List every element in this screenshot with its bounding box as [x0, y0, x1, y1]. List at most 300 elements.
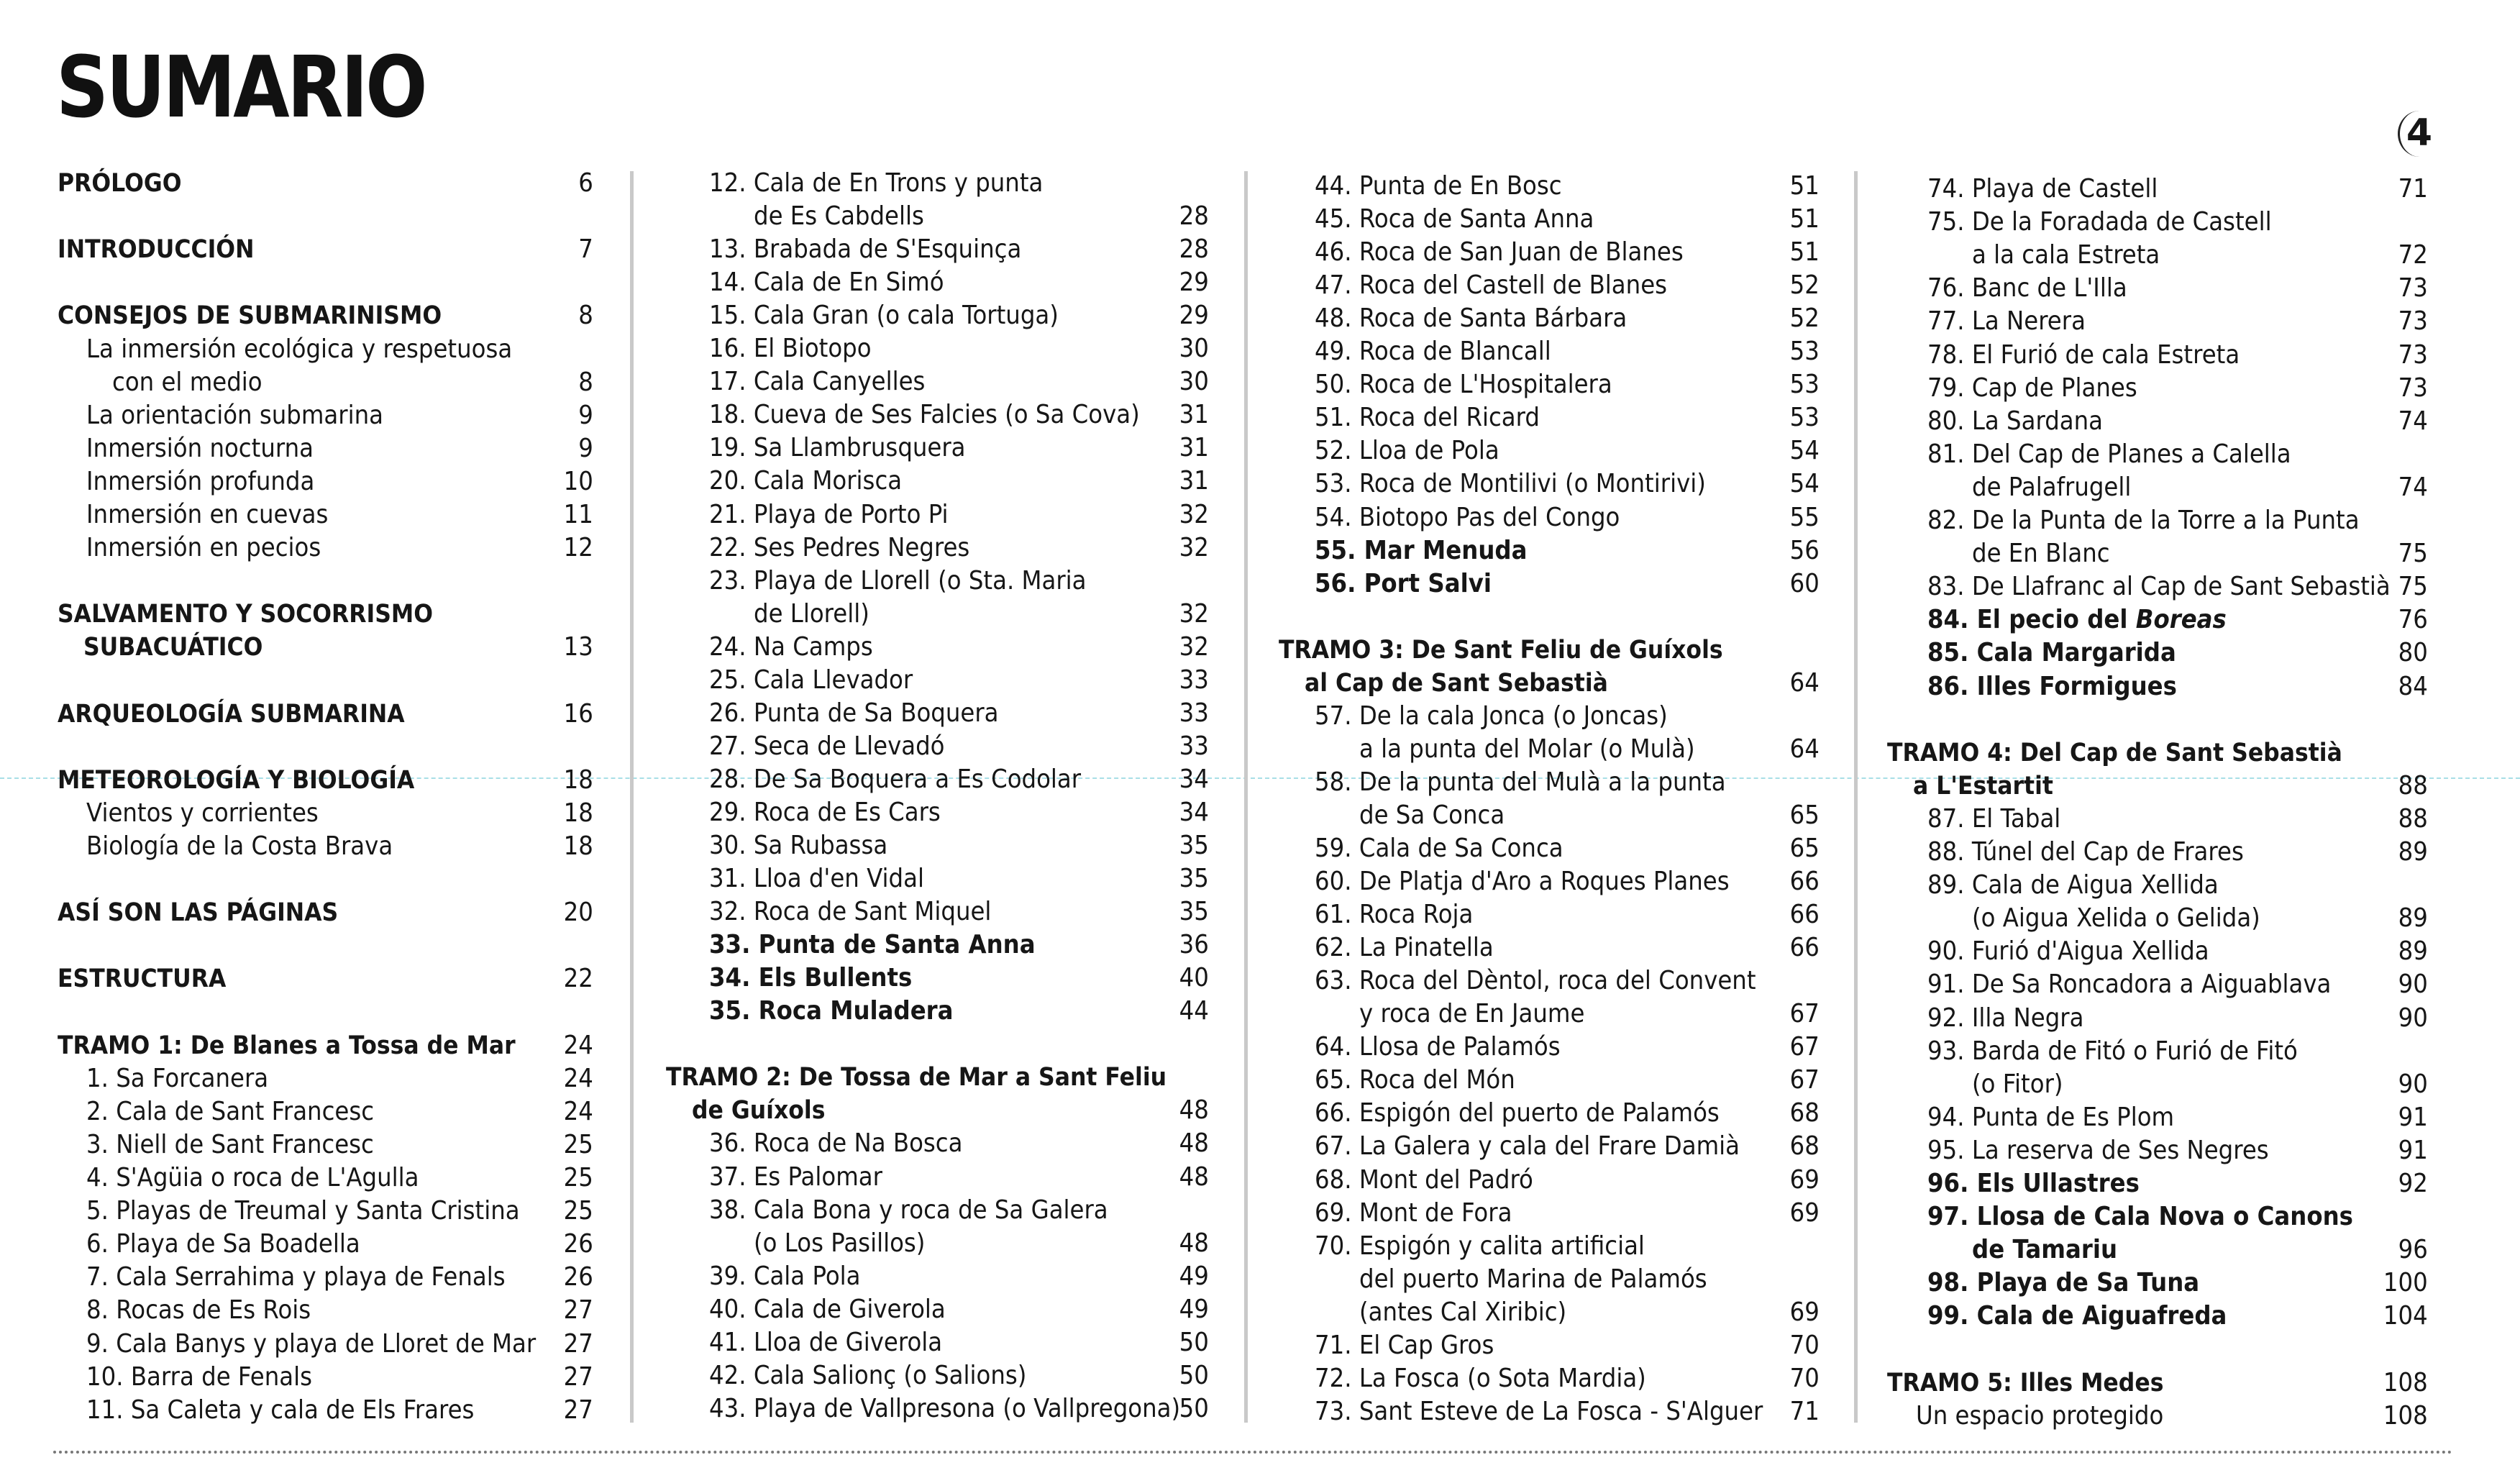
toc-entry: [1887, 537, 2428, 570]
toc-entry: [666, 862, 1209, 895]
toc-entry-title: Un espacio protegido: [1916, 1400, 2164, 1431]
toc-entry-title: 83. De Llafranc al Cap de Sant Sebastià: [1927, 572, 2391, 602]
toc-page-number: 71: [1789, 1396, 1820, 1426]
toc-page-number: 53: [1789, 370, 1820, 400]
toc-entry-title: 9. Cala Banys y playa de Lloret de Mar: [86, 1328, 537, 1359]
toc-entry: [1887, 1400, 2428, 1433]
toc-entry: [1887, 1068, 2428, 1101]
toc-page-number: 18: [563, 798, 593, 828]
toc-entry-title: METEOROLOGÍA Y BIOLOGÍA: [58, 765, 415, 795]
toc-entry-title: 71. El Cap Gros: [1315, 1330, 1494, 1360]
toc-entry: [1887, 935, 2428, 968]
toc-entry-title: 47. Roca del Castell de Blanes: [1315, 270, 1668, 301]
toc-entry-title: SUBACUÁTICO: [83, 633, 263, 662]
toc-entry-title: 38. Cala Bona y roca de Sa Galera: [709, 1195, 1108, 1225]
toc-entry-title: Inmersión nocturna: [86, 433, 314, 463]
toc-entry: [1887, 405, 2428, 438]
toc-entry: [1279, 236, 1820, 269]
toc-page-number: 53: [1789, 403, 1820, 433]
toc-entry-title: de Tamariu: [1972, 1235, 2118, 1265]
toc-page-number: 48: [1179, 1162, 1209, 1192]
toc-entry-title: de En Blanc: [1972, 539, 2110, 569]
toc-entry: [666, 432, 1209, 465]
toc-page-number: 50: [1179, 1360, 1209, 1390]
toc-page-number: 84: [2398, 671, 2428, 701]
toc-entry-title: 70. Espigón y calita artificial: [1315, 1231, 1645, 1261]
toc-entry-title: (o Los Pasillos): [754, 1228, 926, 1258]
toc-page-number: 67: [1789, 1032, 1820, 1062]
toc-page-number: 56: [1789, 535, 1820, 565]
toc-entry: [58, 1394, 593, 1427]
toc-entry: [1887, 1101, 2428, 1134]
toc-entry-title: 4. S'Agüia o roca de L'Agulla: [86, 1163, 419, 1192]
toc-entry-title: 37. Es Palomar: [709, 1162, 882, 1192]
toc-page-number: 73: [2398, 273, 2428, 304]
toc-page-number: 33: [1179, 665, 1209, 695]
toc-page-number: 52: [1789, 304, 1820, 334]
toc-entry-title: 11. Sa Caleta y cala de Els Frares: [86, 1395, 475, 1425]
toc-entry-title: 97. Llosa de Cala Nova o Canons: [1927, 1202, 2353, 1232]
toc-section: [1279, 667, 1820, 700]
toc-entry-title: 34. Els Bullents: [709, 963, 913, 993]
toc-entry: [666, 1392, 1209, 1425]
toc-entry: [58, 1361, 593, 1394]
toc-entry-title: 57. De la cala Jonca (o Joncas): [1315, 701, 1668, 731]
toc-entry-title: 42. Cala Salionç (o Salions): [709, 1360, 1027, 1390]
toc-entry-title: del puerto Marina de Palamós: [1359, 1264, 1707, 1294]
toc-page-number: 30: [1179, 367, 1209, 397]
toc-page-number: 76: [2398, 605, 2428, 635]
toc-entry: [58, 333, 593, 366]
toc-entry: [58, 1128, 593, 1162]
toc-page-number: 55: [1789, 502, 1820, 532]
toc-entry-title: CONSEJOS DE SUBMARINISMO: [58, 301, 442, 331]
toc-entry: [1887, 1035, 2428, 1068]
toc-entry: [1887, 504, 2428, 537]
toc-entry-title: Inmersión profunda: [86, 466, 315, 496]
toc-section: [1279, 634, 1820, 667]
toc-page-number: 88: [2398, 770, 2428, 800]
toc-page-number: 25: [563, 1196, 593, 1226]
toc-page-number: 73: [2398, 306, 2428, 337]
toc-entry-title: 69. Mont de Fora: [1315, 1198, 1512, 1228]
toc-entry-title: de Sa Conca: [1359, 800, 1505, 830]
toc-page-number: 28: [1179, 234, 1209, 265]
toc-entry: [666, 962, 1209, 995]
toc-entry: [666, 1127, 1209, 1160]
toc-page-number: 32: [1179, 598, 1209, 629]
toc-entry-title: 65. Roca del Món: [1315, 1065, 1515, 1095]
toc-page-number: 9: [578, 400, 593, 430]
toc-entry: [1887, 869, 2428, 902]
toc-page-number: 74: [2398, 406, 2428, 436]
toc-entry-title: 48. Roca de Santa Bárbara: [1315, 304, 1628, 334]
toc-entry-title: 53. Roca de Montilivi (o Montirivi): [1315, 469, 1706, 499]
toc-page-number: 90: [2398, 1069, 2428, 1099]
toc-entry: [666, 796, 1209, 829]
toc-section: [666, 1094, 1209, 1127]
toc-entry-title: 35. Roca Muladera: [709, 996, 954, 1026]
toc-entry-title: 29. Roca de Es Cars: [709, 797, 941, 827]
toc-entry-title: Biología de la Costa Brava: [86, 831, 393, 861]
toc-entry: [1279, 269, 1820, 302]
toc-page-number: 32: [1179, 532, 1209, 562]
toc-entry: [1279, 1362, 1820, 1395]
toc-entry: [666, 697, 1209, 730]
toc-entry: [666, 200, 1209, 233]
toc-entry-title: 96. Els Ullastres: [1927, 1169, 2140, 1198]
toc-entry: [1279, 1296, 1820, 1329]
toc-page-number: 72: [2398, 240, 2428, 270]
toc-entry: [1887, 1267, 2428, 1300]
toc-entry: [1279, 302, 1820, 335]
toc-entry-title: ESTRUCTURA: [58, 964, 227, 994]
toc-page-number: 48: [1179, 1228, 1209, 1258]
toc-entry-title: 58. De la punta del Mulà a la punta: [1315, 767, 1726, 797]
toc-entry-title: 55. Mar Menuda: [1315, 535, 1528, 565]
toc-entry-title: a la punta del Molar (o Mulà): [1359, 734, 1695, 764]
toc-entry: [666, 167, 1209, 200]
page-number: 4: [2398, 108, 2441, 158]
toc-entry-title: 80. La Sardana: [1927, 406, 2104, 436]
toc-page-number: 27: [563, 1395, 593, 1425]
toc-entry-title: TRAMO 2: De Tossa de Mar a Sant Feliu: [666, 1063, 1167, 1092]
toc-page-number: 53: [1789, 337, 1820, 367]
spacer: [1887, 1333, 2428, 1367]
toc-page-number: 71: [2398, 174, 2428, 204]
toc-entry-title: 56. Port Salvi: [1315, 568, 1492, 598]
toc-entry: [1279, 832, 1820, 865]
toc-entry-title: 46. Roca de San Juan de Blanes: [1315, 237, 1684, 268]
toc-entry: [1279, 700, 1820, 733]
toc-entry-title: 64. Llosa de Palamós: [1315, 1032, 1561, 1062]
toc-page-number: 70: [1789, 1330, 1820, 1360]
footer-dotted-rule: [53, 1451, 2454, 1454]
toc-entry-title: 66. Espigón del puerto de Palamós: [1315, 1098, 1720, 1128]
toc-page-number: 49: [1179, 1294, 1209, 1324]
toc-entry-title: Inmersión en cuevas: [86, 500, 329, 529]
toc-entry: [1279, 1263, 1820, 1296]
toc-entry-title: La orientación submarina: [86, 400, 383, 430]
toc-entry: [1279, 368, 1820, 401]
toc-entry-title: 25. Cala Llevador: [709, 665, 913, 695]
toc-entry-title: 14. Cala de En Simó: [709, 268, 944, 298]
toc-entry: [58, 1162, 593, 1195]
toc-entry: [1279, 799, 1820, 832]
toc-entry: [666, 233, 1209, 266]
toc-section: [1887, 770, 2428, 803]
toc-entry-title: 95. La reserva de Ses Negres: [1927, 1135, 2269, 1165]
toc-entry: [1279, 534, 1820, 567]
toc-page-number: 34: [1179, 797, 1209, 827]
toc-page-number: 6: [578, 168, 593, 198]
toc-entry: [1279, 733, 1820, 766]
toc-section: [58, 698, 593, 731]
toc-entry-title: 99. Cala de Aiguafreda: [1927, 1301, 2227, 1331]
toc-page-number: 64: [1789, 667, 1820, 698]
spacer: [58, 731, 593, 764]
toc-page-number: 50: [1179, 1393, 1209, 1423]
toc-entry-title: 73. Sant Esteve de La Fosca - S'Alguer: [1315, 1396, 1763, 1426]
toc-entry: [666, 1194, 1209, 1227]
toc-entry-title: 24. Na Camps: [709, 631, 873, 662]
toc-page-number: 89: [2398, 936, 2428, 967]
toc-entry: [1887, 1002, 2428, 1035]
toc-entry-title: 75. De la Foradada de Castell: [1927, 207, 2272, 237]
column-divider: [1854, 171, 1858, 1423]
spacer: [58, 929, 593, 962]
toc-entry: [666, 532, 1209, 565]
toc-entry: [1279, 467, 1820, 501]
toc-entry-title: 85. Cala Margarida: [1927, 638, 2176, 668]
toc-page-number: 60: [1789, 568, 1820, 598]
toc-page-number: 25: [563, 1163, 593, 1192]
toc-page-number: 68: [1789, 1098, 1820, 1128]
toc-page-number: 31: [1179, 400, 1209, 430]
toc-entry-title: 98. Playa de Sa Tuna: [1927, 1268, 2200, 1298]
toc-page-number: 69: [1789, 1198, 1820, 1228]
toc-page-number: 32: [1179, 631, 1209, 662]
toc-page-number: 69: [1789, 1297, 1820, 1327]
toc-entry: [1279, 1064, 1820, 1097]
toc-page-number: 80: [2398, 638, 2428, 668]
toc-entry-title: 33. Punta de Santa Anna: [709, 930, 1036, 960]
column-divider: [630, 171, 634, 1423]
toc-entry: [666, 266, 1209, 299]
toc-page-number: 13: [563, 632, 593, 662]
toc-page-number: 22: [563, 964, 593, 994]
toc-entry-title: (o Aigua Xelida o Gelida): [1972, 903, 2260, 934]
toc-entry-title: 26. Punta de Sa Boquera: [709, 698, 999, 728]
toc-entry: [1887, 968, 2428, 1001]
toc-page-number: 28: [1179, 201, 1209, 232]
toc-entry: [58, 1228, 593, 1261]
toc-page-number: 24: [563, 1063, 593, 1093]
toc-entry-title: 67. La Galera y cala del Frare Damià: [1315, 1131, 1740, 1162]
toc-entry: [666, 829, 1209, 862]
toc-entry: [1279, 434, 1820, 467]
toc-section: [666, 1061, 1209, 1094]
toc-entry: [1887, 803, 2428, 836]
toc-entry-title: 12. Cala de En Trons y punta: [709, 168, 1044, 198]
toc-entry-title: 36. Roca de Na Bosca: [709, 1128, 963, 1159]
toc-entry: [1279, 1164, 1820, 1197]
toc-section: [58, 764, 593, 797]
toc-entry-title: 13. Brabada de S'Esquinça: [709, 234, 1022, 265]
toc-section: [58, 299, 593, 332]
toc-page-number: 66: [1789, 900, 1820, 930]
toc-page-number: 26: [563, 1262, 593, 1292]
spacer: [58, 565, 593, 598]
toc-page-number: 68: [1789, 1131, 1820, 1162]
toc-entry: [1279, 203, 1820, 236]
toc-entry-title: de Llorell): [754, 598, 869, 629]
spacer: [666, 1028, 1209, 1061]
toc-entry: [666, 565, 1209, 598]
toc-page-number: 30: [1179, 334, 1209, 364]
toc-entry-title: de Guíxols: [692, 1096, 826, 1126]
toc-entry-title: PRÓLOGO: [58, 169, 182, 198]
toc-entry-title: TRAMO 4: Del Cap de Sant Sebastià: [1887, 738, 2342, 767]
toc-entry: [666, 1161, 1209, 1194]
toc-entry-title: 6. Playa de Sa Boadella: [86, 1229, 360, 1259]
toc-section: [1887, 736, 2428, 770]
toc-entry: [58, 1062, 593, 1095]
toc-entry-title: 10. Barra de Fenals: [86, 1361, 313, 1392]
toc-entry-title: La inmersión ecológica y respetuosa: [86, 334, 513, 364]
toc-entry: [666, 598, 1209, 631]
toc-entry-title: 68. Mont del Padró: [1315, 1164, 1533, 1195]
toc-entry-title: 8. Rocas de Es Rois: [86, 1295, 311, 1326]
toc-entry: [1279, 898, 1820, 931]
toc-page-number: 35: [1179, 864, 1209, 894]
toc-entry-title: 1. Sa Forcanera: [86, 1063, 269, 1093]
vessel-name: Boreas: [2135, 605, 2227, 635]
toc-entry-title: 74. Playa de Castell: [1927, 174, 2158, 204]
toc-page-number: 91: [2398, 1102, 2428, 1132]
toc-entry-title: 90. Furió d'Aigua Xellida: [1927, 936, 2209, 967]
column-divider: [1244, 171, 1248, 1423]
toc-entry: [1279, 401, 1820, 434]
toc-section: [58, 962, 593, 995]
toc-entry: [1887, 305, 2428, 338]
toc-entry: [1279, 501, 1820, 534]
toc-entry-title: ARQUEOLOGÍA SUBMARINA: [58, 699, 405, 729]
toc-page-number: 24: [563, 1096, 593, 1126]
toc-entry-title: SALVAMENTO Y SOCORRISMO: [58, 600, 434, 629]
toc-entry: [1887, 272, 2428, 305]
toc-page-number: 73: [2398, 373, 2428, 403]
toc-entry: [666, 730, 1209, 763]
toc-entry: [666, 631, 1209, 664]
toc-entry-title: 16. El Biotopo: [709, 334, 872, 364]
toc-entry: [1887, 206, 2428, 239]
toc-entry: [58, 1195, 593, 1228]
toc-entry: [1279, 766, 1820, 799]
toc-entry: [58, 1294, 593, 1327]
toc-entry-title: 79. Cap de Planes: [1927, 373, 2137, 403]
toc-entry-title: (antes Cal Xiribic): [1359, 1297, 1567, 1327]
toc-page-number: 27: [563, 1328, 593, 1359]
toc-entry: [666, 1260, 1209, 1293]
toc-page-number: 69: [1789, 1164, 1820, 1195]
toc-entry: [1887, 1300, 2428, 1333]
toc-page-number: 67: [1789, 1065, 1820, 1095]
toc-page-number: 11: [563, 500, 593, 529]
toc-entry-title: 87. El Tabal: [1927, 803, 2061, 834]
toc-entry: [1279, 567, 1820, 601]
toc-entry-title: 50. Roca de L'Hospitalera: [1315, 370, 1612, 400]
toc-page-number: 50: [1179, 1327, 1209, 1357]
toc-entry-title: 45. Roca de Santa Anna: [1315, 204, 1594, 234]
toc-entry: [1887, 1233, 2428, 1267]
toc-page-number: 65: [1789, 800, 1820, 830]
toc-entry-title: 76. Banc de L'Illa: [1927, 273, 2127, 304]
toc-entry-title: 7. Cala Serrahima y playa de Fenals: [86, 1262, 506, 1292]
toc-entry: [1887, 239, 2428, 272]
toc-entry: [1279, 1329, 1820, 1362]
toc-entry-title: 91. De Sa Roncadora a Aiguablava: [1927, 970, 2332, 1000]
toc-section: [1887, 1367, 2428, 1400]
toc-page-number: 8: [578, 367, 593, 397]
toc-entry-title: 78. El Furió de cala Estreta: [1927, 339, 2240, 370]
toc-page-number: 33: [1179, 698, 1209, 728]
toc-entry: [1887, 902, 2428, 935]
toc-entry-title: TRAMO 3: De Sant Feliu de Guíxols: [1279, 635, 1723, 665]
toc-entry-title: a L'Estartit: [1913, 771, 2053, 800]
toc-entry-title: 32. Roca de Sant Miquel: [709, 897, 992, 927]
toc-entry-title: 44. Punta de En Bosc: [1315, 171, 1562, 201]
toc-entry-title: 82. De la Punta de la Torre a la Punta: [1927, 506, 2360, 535]
toc-page-number: 36: [1179, 930, 1209, 960]
toc-entry-title: 81. Del Cap de Planes a Calella: [1927, 439, 2291, 469]
toc-entry-title: 17. Cala Canyelles: [709, 367, 926, 397]
toc-entry-title: 72. La Fosca (o Sota Mardia): [1315, 1363, 1646, 1393]
toc-entry-title: 92. Illa Negra: [1927, 1003, 2084, 1033]
toc-page-number: 10: [563, 466, 593, 496]
toc-entry-title: 54. Biotopo Pas del Congo: [1315, 502, 1620, 532]
toc-page-number: 100: [2383, 1268, 2428, 1298]
toc-page-number: 33: [1179, 731, 1209, 761]
toc-page-number: 27: [563, 1361, 593, 1392]
toc-entry-title: 31. Lloa d'en Vidal: [709, 864, 924, 894]
toc-page-number: 74: [2398, 472, 2428, 502]
toc-page-number: 92: [2398, 1169, 2428, 1198]
toc-page-number: 29: [1179, 268, 1209, 298]
toc-page-number: 88: [2398, 803, 2428, 834]
toc-page-number: 25: [563, 1129, 593, 1159]
toc-page-number: 66: [1789, 933, 1820, 963]
toc-entry: [1887, 1134, 2428, 1167]
toc-entry: [1887, 603, 2428, 637]
toc-entry-title: 59. Cala de Sa Conca: [1315, 834, 1563, 863]
toc-page-number: 35: [1179, 831, 1209, 860]
toc-entry: [1887, 438, 2428, 471]
toc-page-number: 52: [1789, 270, 1820, 301]
toc-entry: [666, 398, 1209, 432]
toc-entry: [666, 929, 1209, 962]
toc-page-number: 70: [1789, 1363, 1820, 1393]
toc-entry: [58, 366, 593, 399]
toc-page-number: 51: [1789, 171, 1820, 201]
toc-entry: [666, 895, 1209, 929]
toc-entry: [1887, 471, 2428, 504]
toc-page-number: 29: [1179, 301, 1209, 331]
toc-entry: [58, 432, 593, 465]
toc-entry: [666, 465, 1209, 498]
toc-entry-title: 86. Illes Formigues: [1927, 671, 2177, 701]
toc-page-number: 44: [1179, 996, 1209, 1026]
toc-entry: [1887, 637, 2428, 670]
toc-entry-title: INTRODUCCIÓN: [58, 235, 255, 265]
toc-section: [58, 167, 593, 200]
toc-page-number: 73: [2398, 339, 2428, 370]
toc-entry: [1887, 670, 2428, 703]
toc-page-number: 89: [2398, 837, 2428, 867]
toc-entry-title: 40. Cala de Giverola: [709, 1294, 946, 1324]
toc-entry-title: con el medio: [112, 367, 262, 397]
toc-entry-title: 30. Sa Rubassa: [709, 831, 888, 860]
toc-entry-title: 51. Roca del Ricard: [1315, 403, 1540, 433]
spacer: [58, 266, 593, 299]
toc-entry: [1279, 335, 1820, 368]
toc-entry: [58, 1328, 593, 1361]
toc-page-number: 66: [1789, 867, 1820, 897]
toc-entry: [666, 299, 1209, 332]
toc-section: [58, 233, 593, 266]
toc-entry: [58, 830, 593, 863]
toc-entry-title: al Cap de Sant Sebastià: [1305, 668, 1608, 698]
